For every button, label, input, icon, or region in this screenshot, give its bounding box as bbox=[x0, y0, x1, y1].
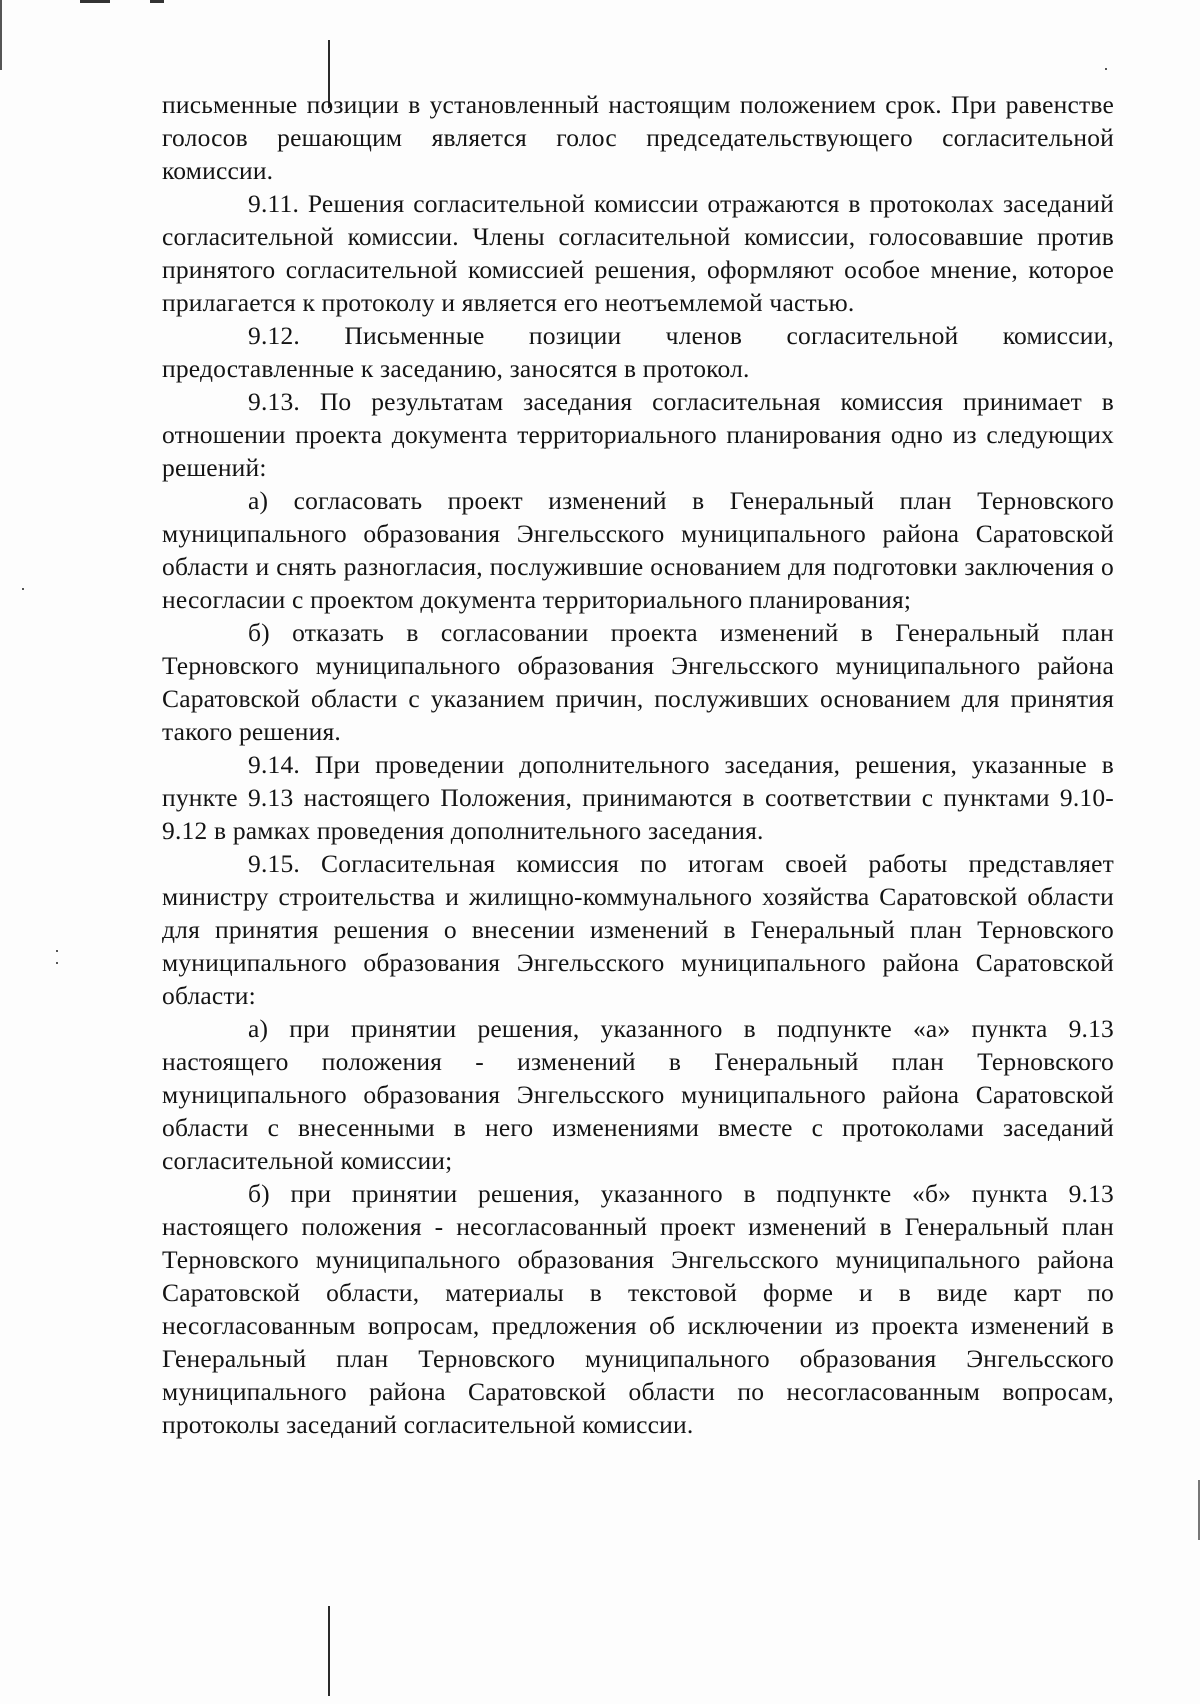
paragraph-9-14: 9.14. При проведении дополнительного заседания, решения, указанные в пункте 9.13 настоящего Положения, принимаются в соответствии с пунктами 9.10-9.12 в рамках проведения дополнительного заседания. bbox=[162, 750, 1114, 845]
scan-speck bbox=[22, 588, 24, 590]
paragraph-9-13-b: б) отказать в согласовании проекта изменений в Генеральный план Терновского муниципального образования Энгельсского муниципального района Саратовской области с указанием причин, послуживших основанием для принятия такого решения. bbox=[162, 618, 1114, 746]
paragraph-9-15: 9.15. Согласительная комиссия по итогам своей работы представляет министру строительства и жилищно-коммунального хозяйства Саратовской области для принятия решения о внесении изменений в Генеральный план Терновского муниципального образования Энгельсского муниципального района Саратовской области: bbox=[162, 849, 1114, 1010]
scan-fold-line-bottom bbox=[328, 1606, 330, 1696]
scan-edge-top-mark bbox=[80, 0, 110, 3]
paragraph-9-13-a: а) согласовать проект изменений в Генеральный план Терновского муниципального образования Энгельсского муниципального района Саратовской области и снять разногласия, послужившие основанием для подготовки заключения о несогласии с проектом документа территориального планирования; bbox=[162, 486, 1114, 614]
paragraph-9-13: 9.13. По результатам заседания согласительная комиссия принимает в отношении проекта документа территориального планирования одно из следующих решений: bbox=[162, 387, 1114, 482]
paragraph-9-15-b: б) при принятии решения, указанного в подпункте «б» пункта 9.13 настоящего положения - несогласованный проект изменений в Генеральный план Терновского муниципального образования Энгельсского муниципального района Саратовской области, материалы в текстовой форме и в виде карт по несогласованным вопросам, предложения об исключении из проекта изменений в Генеральный план Терновского муниципального образования Энгельсского муниципального района Саратовской области по несогласованным вопросам, протоколы заседаний согласительной комиссии. bbox=[162, 1179, 1114, 1439]
scan-edge-left bbox=[0, 0, 2, 70]
scan-speck bbox=[56, 962, 58, 964]
document-body bbox=[162, 88, 1114, 1441]
paragraph-9-11: 9.11. Решения согласительной комиссии отражаются в протоколах заседаний согласительной комиссии. Члены согласительной комиссии, голосовавшие против принятого согласительной комиссией решения, оформляют особое мнение, которое прилагается к протоколу и является его неотъемлемой частью. bbox=[162, 189, 1114, 317]
paragraph-continuation: письменные позиции в установленный настоящим положением срок. При равенстве голосов решающим является голос председательствующего согласительной комиссии. bbox=[162, 90, 1114, 185]
paragraph-9-12: 9.12. Письменные позиции членов согласительной комиссии, предоставленные к заседанию, заносятся в протокол. bbox=[162, 321, 1114, 383]
scan-speck bbox=[56, 950, 58, 952]
scan-edge-top-mark bbox=[150, 0, 164, 3]
scan-speck bbox=[1105, 68, 1107, 70]
paragraph-9-15-a: а) при принятии решения, указанного в подпункте «а» пункта 9.13 настоящего положения - изменений в Генеральный план Терновского муниципального образования Энгельсского муниципального района Саратовской области с внесенными в него изменениями вместе с протоколами заседаний согласительной комиссии; bbox=[162, 1014, 1114, 1175]
